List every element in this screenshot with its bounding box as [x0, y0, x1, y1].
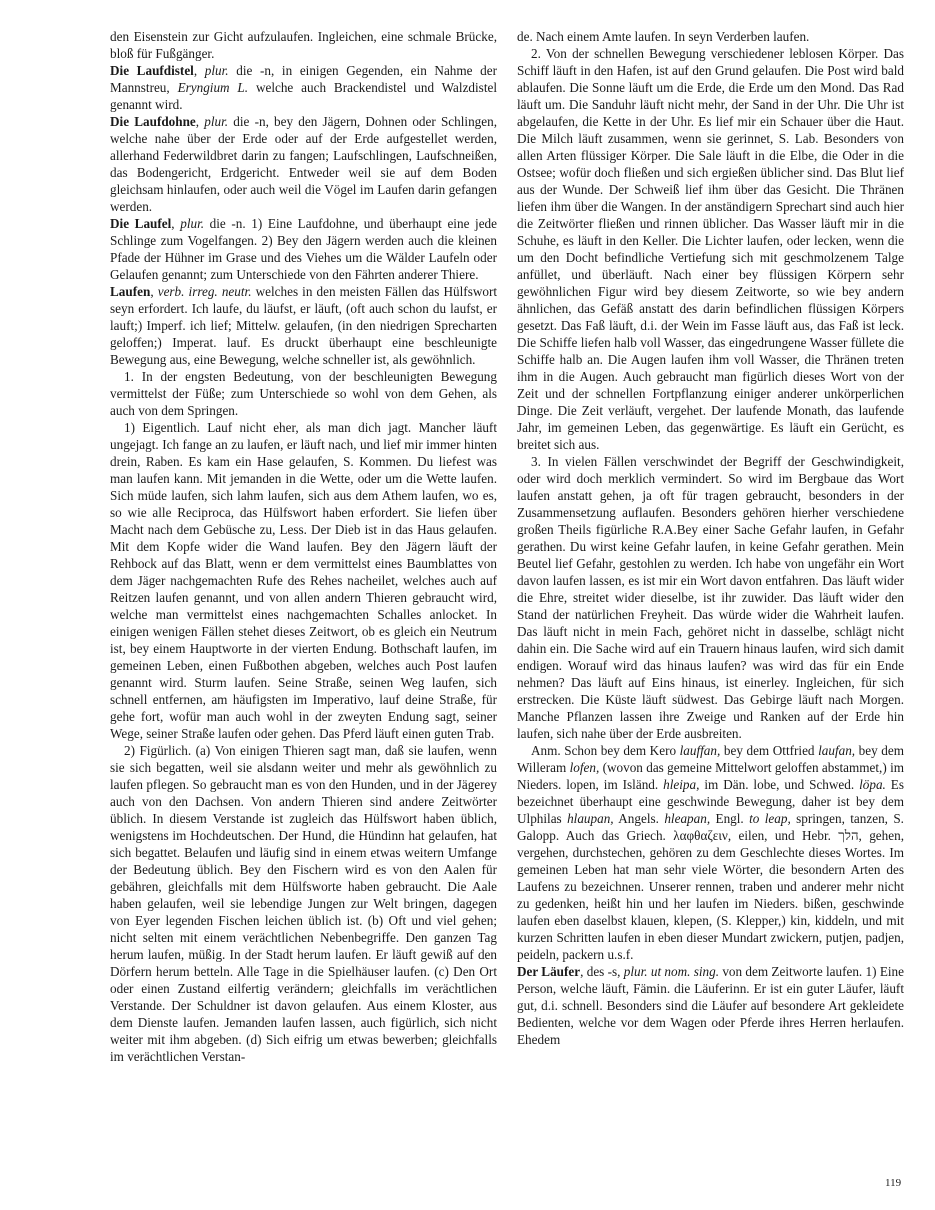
- note-text: Es bezeichnet überhaupt eine geschwinde Bewegung, daher ist bey dem Ulphilas: [517, 777, 904, 826]
- headword: Die Laufel: [110, 216, 172, 231]
- grammar-note: verb. irreg. neutr.: [157, 284, 252, 299]
- page-number: 119: [885, 1177, 902, 1189]
- grammar-note: plur.: [204, 114, 229, 129]
- sense-paragraph: 1) Eigentlich. Lauf nicht eher, als man dich jagt. Mancher läuft ungejagt. Ich fange an zu laufen, er läuft nach, und lief mir immer hinten drein, Raben. Es kam ein Hase gelaufen, S. Kommen. Du liefest was man laufen kann. Mit jemanden in die Wette, oder um die Wette laufen. Sich müde laufen, sich lahm laufen, sich aus dem Athem laufen, wo es, so wie alle Reciproca, das Hülfswort haben erfordert. Sie liefen über Macht nach dem Gebüsche zu, Less. Der Dieb ist in das Haus gelaufen. Mit dem Kopfe wider die Wand laufen. Bey den Jägern läuft der Rehbock auf das Blatt, wenn er dem vermittelst eines Baumblattes von dem Jäger nachgemachten Rufe des Rehes nacheilet, welches auch auf Reitzen laufen genannt, und von allen andern Thieren gebraucht wird, welche man vermittelst eines nachgemachten Schalles anlocket. In einigen wenigen Fällen stehet dieses Zeitwort, ob es gleich ein Neutrum ist, bey einem Hauptworte in der vierten Endung. Bothschaft laufen, im gemeinen Leben, einen Fußbothen abgeben, welches auch Post laufen genannt wird. Sturm laufen. Seine Straße, seinen Weg laufen, sich schnell entfernen, am häufigsten im Imperativo, lauf deine Straße, für gehe fort, wofür man auch wohl in der zweyten Endung sagt, seiner Wege, seiner Straße laufen oder gehen. Das Pferd läuft einen guten Trab.: [110, 420, 497, 741]
- entry-text: die -n, in einigen Gegenden, ein Nahme der Mannstreu,: [110, 63, 497, 95]
- cited-form: hlaupan,: [567, 811, 614, 826]
- note-text: bey dem Ottfried: [720, 743, 819, 758]
- cited-form: hleapan,: [664, 811, 711, 826]
- note-text: Anm. Schon bey dem Kero: [531, 743, 680, 758]
- sense-paragraph: 2) Figürlich. (a) Von einigen Thieren sagt man, daß sie laufen, wenn sie sich begatten, weil sie alsdann weiter und mehr als gewöhnlich zu laufen pflegen. So gebraucht man es von den Hunden, und in der Jägerey auch von den Dachsen. Von andern Thieren sind andere Zeitwörter üblich. In diesem Verstande ist zugleich das Hülfswort haben üblich, wenigstens im Hochdeutschen. Der Hund, die Hündinn hat gelaufen, hat sich begattet. Belaufen und läufig sind in einem etwas weitern Umfange der Bedeutung üblich. Bey den Fischern wird es von den Aalen für gebähren, gleichfalls mit dem Hülfsworte haben gebraucht. Die Aale haben gelaufen, weil sie lebendige Jungen zur Welt bringen, dagegen von Eyer legenden Fischen leichen üblich ist. (b) Oft und viel gehen; nicht selten mit einem verächtlichen Nebenbegriffe. Den ganzen Tag herum laufen, müßig. In der Stadt herum laufen. Er läuft gewiß auf den Dörfern herum betteln. Alle Tage in die Spielhäuser laufen. (c) Den Ort oder einen Zustand eilfertig verändern; gleichfalls im verächtlichen Verstande. Der Schuldner ist davon gelaufen. Aus einem Kloster, aus dem Dienste laufen. Jemanden laufen lassen, auch figürlich, sich nicht weiter mit ihm abgeben. (d) Sich eifrig um etwas bewerben; gleichfalls im verächtlichen Verstan-: [110, 743, 497, 1064]
- entry-laufdohne: [110, 113, 497, 215]
- grammar-note: plur.: [204, 63, 229, 78]
- note-text: springen, tanzen, S. Galopp. Auch das Griech. λαφθαζειν, eilen, und Hebr. הלך, gehen, vergehen, durchstechen, gehören zu dem Geschlechte dieses Wortes. Im gemeinen Leben hat man sehr viele Wörter, die besondern Arten des Laufens zu bezeichnen. Unserer rennen, traben und anderer mehr nicht zu gedenken, heißt hin und her laufen im Nieders. bißen, geschwinde laufen eben daselbst klauen, klepen, (S. Klepper,) kin, kiddeln, und mit kurzen Schritten laufen in eben dieser Mundart zwickern, putjen, padjen, peideln, packern u.s.f.: [517, 811, 904, 962]
- entry-text: von dem Zeitworte laufen. 1) Eine Person, welche läuft, Fämin. die Läuferinn. Er ist ein guter Läufer, läuft gut, d.i. schnell. Besonders sind die Läufer auf besondere Art gekleidete Bedienten, welche vor dem Wagen oder Pferde ihres Herren herlaufen. Ehedem: [517, 964, 904, 1047]
- entry-text: die -n. 1) Eine Laufdohne, und überhaupt eine jede Schlinge zum Vogelfangen. 2) Bey den Jägern werden auch die kleinen Pfade der Hühner im Grase und des Viehes um die Wälder Laufeln oder Gelaufen genannt; zum Unterschiede von den Fährten anderer Thiere.: [110, 216, 497, 282]
- cited-form: lofen,: [569, 760, 600, 775]
- entry-laufen: [110, 283, 497, 368]
- entry-text: welche auch Brackendistel und Walzdistel genannt wird.: [110, 80, 498, 112]
- entry-laufdistel: [110, 62, 497, 113]
- headword: Der Läufer: [517, 964, 581, 979]
- note-text: Angels.: [613, 811, 665, 826]
- cited-form: laufan,: [818, 743, 856, 758]
- entry-text: welches in den meisten Fällen das Hülfswort seyn erfordert. Ich laufe, du läufst, er läuft, (oft auch schon du laufst, er lauft;) Imperf. ich lief; Mittelw. gelaufen, (in den niedrigen Sprecharten geloffen;) Imperat. lauf. Es druckt überhaupt eine beschleunigte Bewegung aus, eine Bewegung, welche schneller ist, als gewöhnlich.: [110, 284, 497, 367]
- entry-text: , des -s,: [580, 964, 624, 979]
- cited-form: lauffan,: [679, 743, 721, 758]
- sense-paragraph: 2. Von der schnellen Bewegung verschiedener leblosen Körper. Das Schiff läuft in den Hafen, ist auf den Grund gelaufen. Die Post wird bald ablaufen. Die Sonne läuft um die Erde, die Erde um den Mond. Das Rad läuft um. Die Sanduhr läuft nicht mehr, der Sand in der Uhr. Die Uhr ist abgelaufen, die Kette in der Uhr. Es lief mir ein Schauer über die Haut. Die Milch läuft zusammen, wenn sie gerinnet, S. Lab. Besonders von allen Arten flüssiger Körper. Die Sale läuft in die Elbe, die Oder in die Ostsee; wofür doch fließen und sich ergießen üblicher sind. Das Blut lief aus der Wunde. Der Schweiß lief ihm über das Gesicht. Die Thränen liefen ihm über die Wangen. In der anständigern Sprechart sind auch hier die Zeitwörter fließen und rinnen üblicher. Das Wasser läuft mir in die Schuhe, es läuft in den Keller. Die Lichter laufen, oder lecken, wenn die um den Docht befindliche Vertiefung sich mit geschmolzenem Talge anfüllet, und überläuft. Nach einer bey flüssigen Körpern sehr gewöhnlichen Figur wird bey diesem Zeitworte, so wie bey andern ähnlichen, das Gefäß anstatt des darin befindlichen flüssigen Körpers gesetzt. Das Faß läuft, d.i. der Wein im Fasse läuft aus, das Faß ist leck. Die Schiffe liefen halb voll Wasser, das eingedrungene Wasser füllete die Schiffe halb an. Die Augen laufen ihm voll Wasser, die Thränen treten ihm in die Augen. Auch gebraucht man figürlich dieses Wort von der Zeit und der schnellen Fortpflanzung einiger anderer unkörperlichen Dinge. Die Zeit verläuft, vergehet. Der laufende Monath, das laufende Jahr, im gemeinen Leben, das gegenwärtige. Es läuft ein Gerücht, es breitet sich aus.: [517, 46, 904, 452]
- sense-continuation: de. Nach einem Amte laufen. In seyn Verderben laufen.: [517, 29, 810, 44]
- entry-laeufer: [517, 963, 904, 1048]
- etymology-note: [517, 742, 904, 963]
- entry-text: die -n, bey den Jägern, Dohnen oder Schlingen, welche nahe über der Erde oder auf der Erde aufgestellet werden, allerhand Federwildbret darin zu fangen; Laufschlingen, Laufschneißen, das Bodengericht, Erdgericht. Entweder weil sie auf dem Boden gleichsam hinlaufen, oder auch weil die Vögel im Laufen darin gefangen werden.: [110, 114, 497, 214]
- headword: Die Laufdistel: [110, 63, 194, 78]
- cited-form: to leap,: [749, 811, 791, 826]
- headword: Laufen: [110, 284, 151, 299]
- entry-text: ,: [171, 216, 181, 231]
- entry-text: ,: [193, 63, 205, 78]
- right-column: [517, 28, 904, 1048]
- entry-continuation: den Eisenstein zur Gicht aufzulaufen. Ingleichen, eine schmale Brücke, bloß für Fußgänger.: [110, 29, 497, 61]
- entry-text: ,: [150, 284, 158, 299]
- entry-laufel: [110, 215, 497, 283]
- sense-paragraph: 3. In vielen Fällen verschwindet der Begriff der Geschwindigkeit, oder wird doch merklich vermindert. So wird im Bergbaue das Wort laufen anstatt gehen, ja oft für tragen gebraucht, besonders in der Zusammensetzung auflaufen. Besonders gehören hierher verschiedene großen Theils figürliche R.A.Bey einer Sache Gefahr laufen, in Gefahr gerathen. Du wirst keine Gefahr laufen, in keine Gefahr gerathen. Mein Beutel lief Gefahr, gestohlen zu werden. Ich habe von ungefähr ein Wort davon laufen lassen, es ist mir ein Wort davon entfahren. Das läuft wider die Ehre, streitet wider dieselbe, ist ihr zuwider. Das läuft wider den Stand der natürlichen Freyheit. Das würde wider die Wahrheit laufen. Das läuft nicht in mein Fach, gehöret nicht in dasselbe, schlägt nicht dahin ein. Die Sache wird auf ein Trauern hinaus laufen, wird sich damit endigen. Worauf wird das hinaus laufen? was wird das für ein Ende nehmen? Das läuft auf Eins hinaus, ist einerley. Ingleichen, für sich erstrecken. Die Küste läuft südwest. Das Gebirge läuft nach Morgen. Manche Pflanzen lassen ihre Zweige und Ranken auf der Erde hin laufen, sich nahe über der Erde ausbreiten.: [517, 454, 904, 741]
- sense-paragraph: 1. In der engsten Bedeutung, von der beschleunigten Bewegung vermittelst der Füße; zum Unterschiede so wohl von dem Gehen, als auch von dem Springen.: [110, 369, 497, 418]
- note-text: Engl.: [710, 811, 750, 826]
- grammar-note: plur.: [180, 216, 205, 231]
- cited-form: hleipa,: [663, 777, 700, 792]
- note-text: (wovon das gemeine Mittelwort geloffen abstammet,) im Nieders. lopen, im Isländ.: [517, 760, 904, 792]
- cited-form: löpa.: [859, 777, 886, 792]
- headword: Die Laufdohne: [110, 114, 196, 129]
- left-column: [110, 28, 497, 1065]
- latin-name: Eryngium L.: [177, 80, 249, 95]
- entry-text: ,: [195, 114, 205, 129]
- note-text: im Dän. lobe, und Schwed.: [699, 777, 860, 792]
- note-text: bey dem Willeram: [517, 743, 904, 775]
- grammar-note: plur. ut nom. sing.: [623, 964, 720, 979]
